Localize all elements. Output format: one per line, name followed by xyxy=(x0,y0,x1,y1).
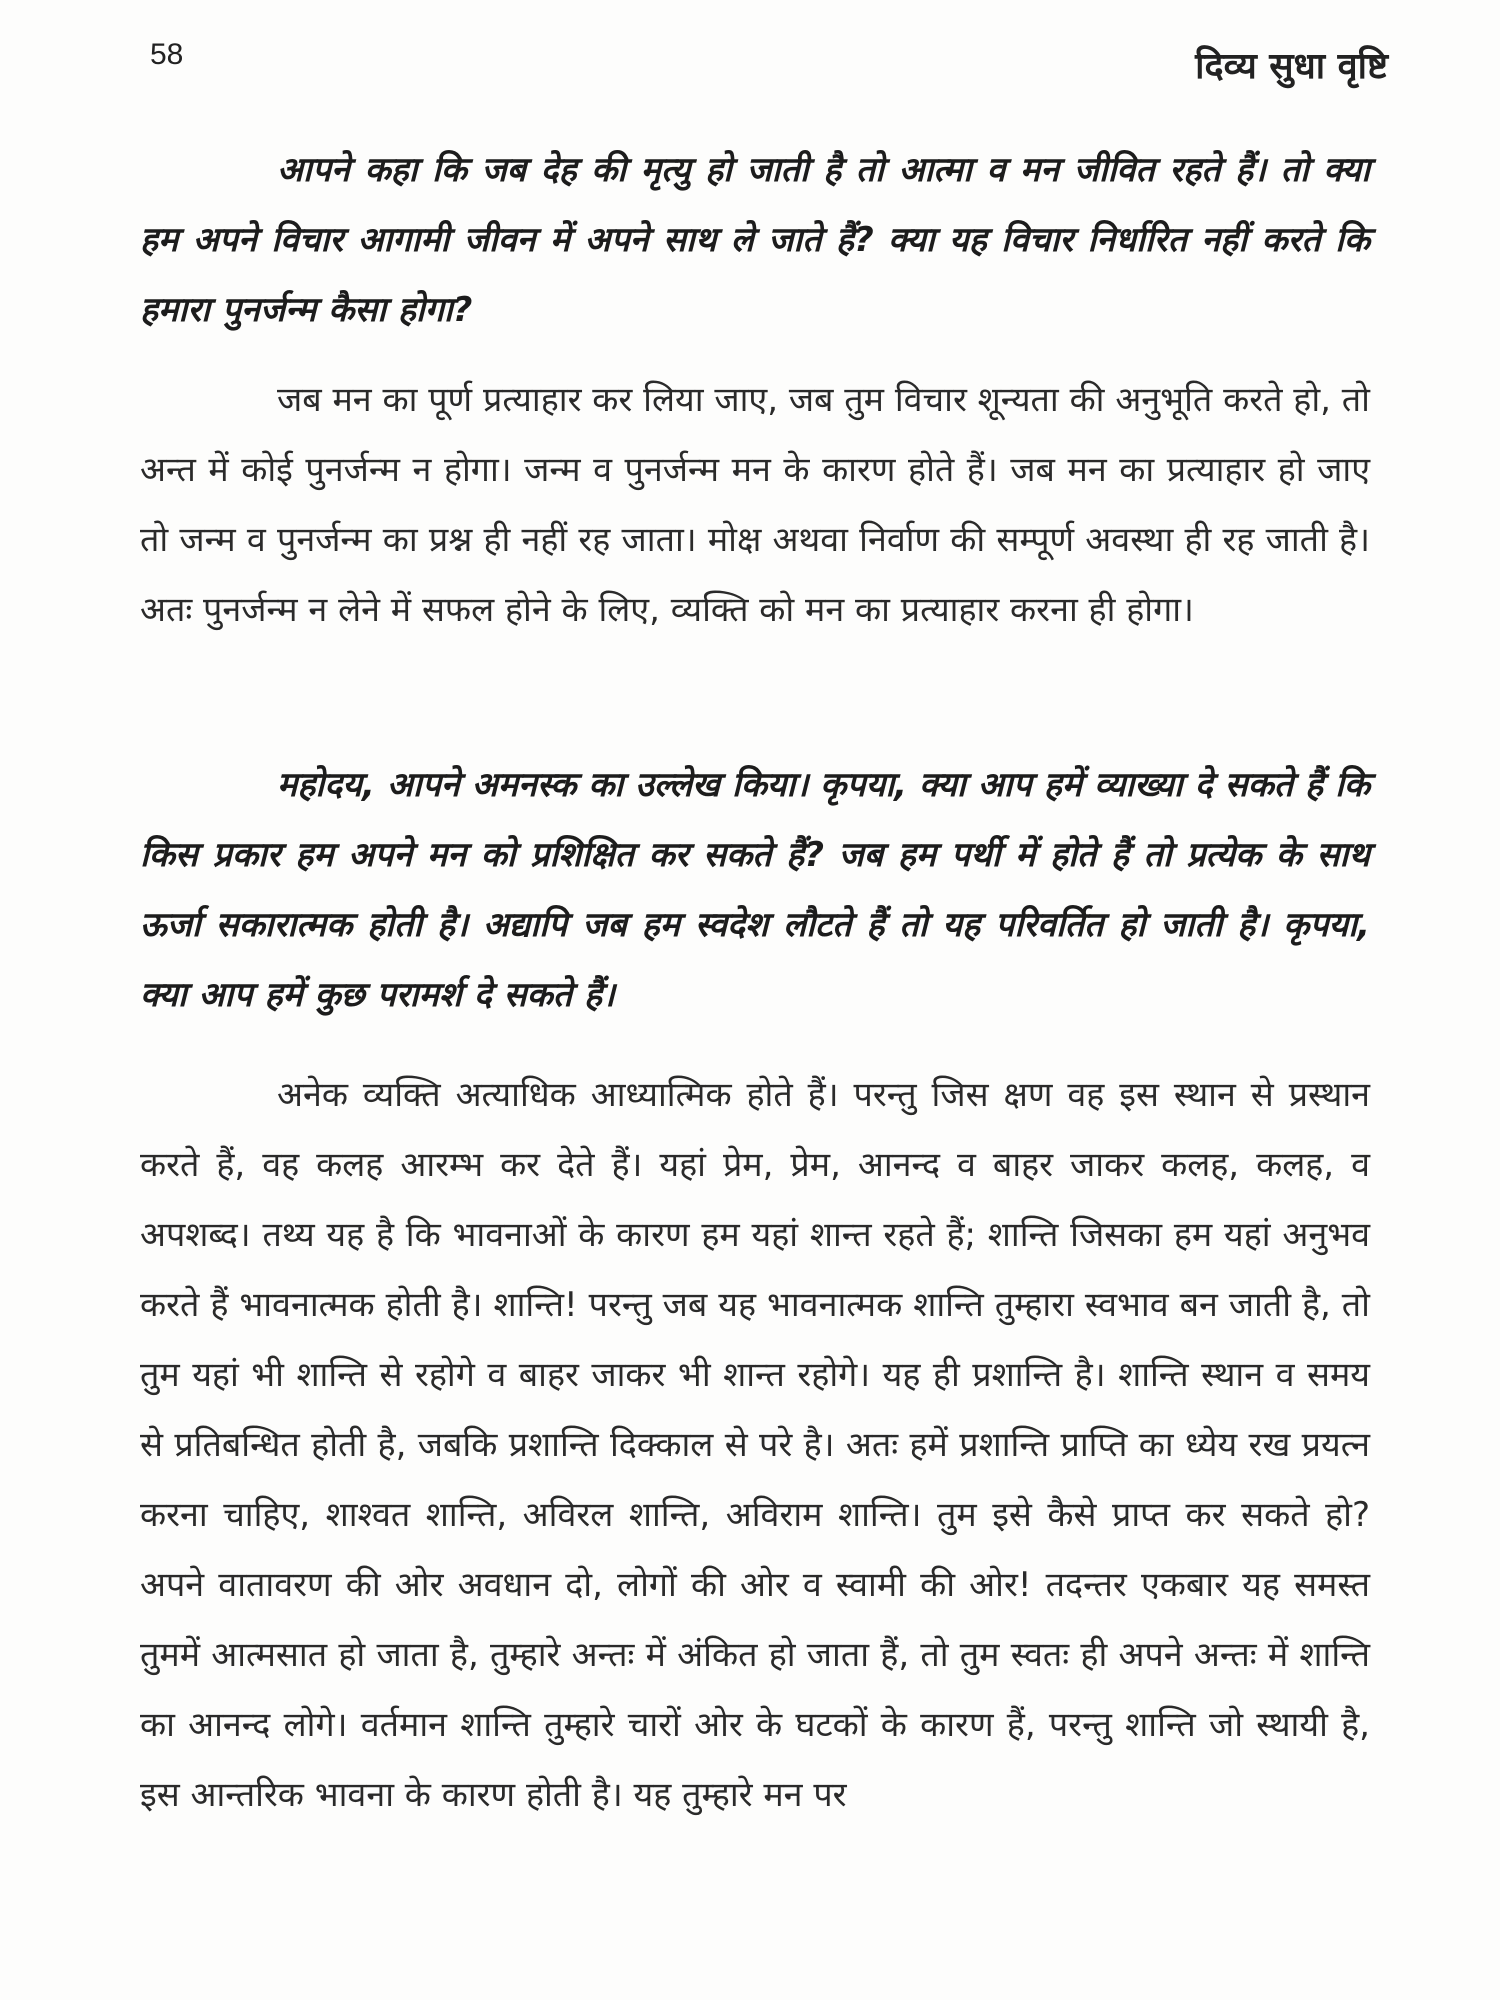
question-1-block xyxy=(140,135,1370,345)
answer-2-block xyxy=(140,1060,1370,1830)
answer-1: जब मन का पूर्ण प्रत्याहार कर लिया जाए, जब तुम विचार शून्यता की अनुभूति करते हो, तो अन्त में कोई पुनर्जन्म न होगा। जन्म व पुनर्जन्म मन के कारण होते हैं। जब मन का प्रत्याहार हो जाए तो जन्म व पुनर्जन्म का प्रश्न ही नहीं रह जाता। मोक्ष अथवा निर्वाण की सम्पूर्ण अवस्था ही रह जाती है। अतः पुनर्जन्म न लेने में सफल होने के लिए, व्यक्ति को मन का प्रत्याहार करना ही होगा। xyxy=(140,380,1370,630)
question-2: महोदय, आपने अमनस्क का उल्लेख किया। कृपया, क्या आप हमें व्याख्या दे सकते हैं कि किस प्रकार हम अपने मन को प्रशिक्षित कर सकते हैं? जब हम पर्थी में होते हैं तो प्रत्येक के साथ ऊर्जा सकारात्मक होती है। अद्यापि जब हम स्वदेश लौटते हैं तो यह परिवर्तित हो जाती है। कृपया, क्या आप हमें कुछ परामर्श दे सकते हैं। xyxy=(140,765,1370,1015)
running-title: दिव्य सुधा वृष्टि xyxy=(1195,46,1388,87)
page-number: 58 xyxy=(150,38,184,71)
answer-2: अनेक व्यक्ति अत्याधिक आध्यात्मिक होते हैं। परन्तु जिस क्षण वह इस स्थान से प्रस्थान करते हैं, वह कलह आरम्भ कर देते हैं। यहां प्रेम, प्रेम, आनन्द व बाहर जाकर कलह, कलह, व अपशब्द। तथ्य यह है कि भावनाओं के कारण हम यहां शान्त रहते हैं; शान्ति जिसका हम यहां अनुभव करते हैं भावनात्मक होती है। शान्ति! परन्तु जब यह भावनात्मक शान्ति तुम्हारा स्वभाव बन जाती है, तो तुम यहां भी शान्ति से रहोगे व बाहर जाकर भी शान्त रहोगे। यह ही प्रशान्ति है। शान्ति स्थान व समय से प्रतिबन्धित होती है, जबकि प्रशान्ति दिक्काल से परे है। अतः हमें प्रशान्ति प्राप्ति का ध्येय रख प्रयत्न करना चाहिए, शाश्वत शान्ति, अविरल शान्ति, अविराम शान्ति। तुम इसे कैसे प्राप्त कर सकते हो? अपने वातावरण की ओर अवधान दो, लोगों की ओर व स्वामी की ओर! तदन्तर एकबार यह समस्त तुममें आत्मसात हो जाता है, तुम्हारे अन्तः में अंकित हो जाता हैं, तो तुम स्वतः ही अपने अन्तः में शान्ति का आनन्द लोगे। वर्तमान शान्ति तुम्हारे चारों ओर के घटकों के कारण हैं, परन्तु शान्ति जो स्थायी है, इस आन्तरिक भावना के कारण होती है। यह तुम्हारे मन पर xyxy=(140,1075,1370,1815)
question-1: आपने कहा कि जब देह की मृत्यु हो जाती है तो आत्मा व मन जीवित रहते हैं। तो क्या हम अपने विचार आगामी जीवन में अपने साथ ले जाते हैं? क्या यह विचार निर्धारित नहीं करते कि हमारा पुनर्जन्म कैसा होगा? xyxy=(140,150,1370,330)
question-2-block xyxy=(140,750,1370,1030)
answer-1-block xyxy=(140,365,1370,645)
